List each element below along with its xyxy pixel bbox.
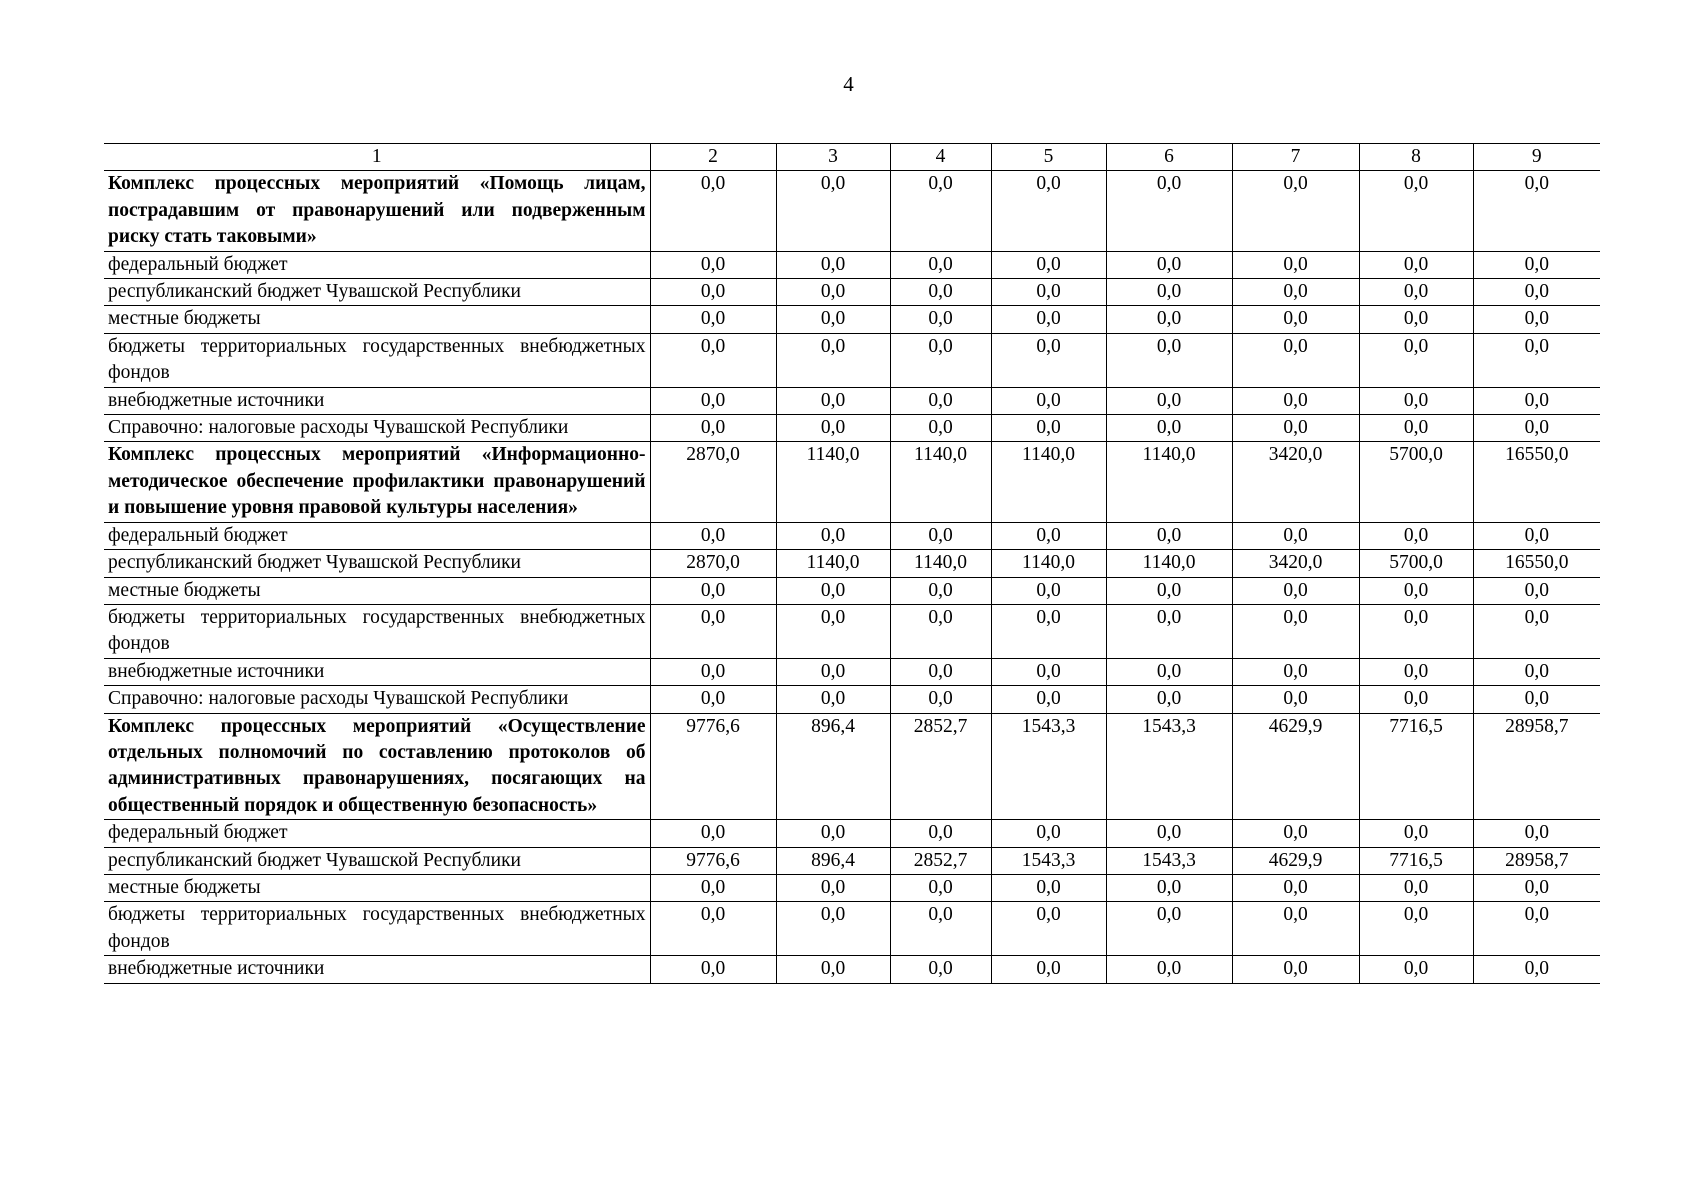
value-cell: 0,0 xyxy=(776,279,890,306)
value-cell: 0,0 xyxy=(1106,171,1232,251)
budget-source-cell: внебюджетные источники xyxy=(104,387,650,414)
value-cell: 0,0 xyxy=(1106,820,1232,847)
value-cell: 1140,0 xyxy=(1106,442,1232,522)
value-cell: 0,0 xyxy=(890,820,991,847)
value-cell: 0,0 xyxy=(650,306,776,333)
program-title-cell: Комплекс процессных мероприятий «Информационно-методическое обеспечение профилактики правонарушений и повышение уровня правовой культуры населения» xyxy=(104,442,650,522)
column-header: 9 xyxy=(1473,144,1600,171)
value-cell: 896,4 xyxy=(776,713,890,820)
value-cell: 0,0 xyxy=(1232,171,1359,251)
value-cell: 0,0 xyxy=(991,279,1106,306)
value-cell: 1140,0 xyxy=(776,550,890,577)
value-cell: 0,0 xyxy=(776,956,890,983)
value-cell: 0,0 xyxy=(1106,604,1232,658)
value-cell: 0,0 xyxy=(650,820,776,847)
value-cell: 0,0 xyxy=(890,522,991,549)
value-cell: 0,0 xyxy=(1232,820,1359,847)
value-cell: 0,0 xyxy=(1232,522,1359,549)
value-cell: 0,0 xyxy=(991,306,1106,333)
value-cell: 0,0 xyxy=(991,387,1106,414)
value-cell: 4629,9 xyxy=(1232,847,1359,874)
value-cell: 0,0 xyxy=(1473,171,1600,251)
column-header: 8 xyxy=(1359,144,1473,171)
value-cell: 0,0 xyxy=(890,387,991,414)
value-cell: 0,0 xyxy=(1106,522,1232,549)
value-cell: 0,0 xyxy=(776,902,890,956)
table-row xyxy=(104,279,1600,306)
value-cell: 0,0 xyxy=(1473,874,1600,901)
value-cell: 16550,0 xyxy=(1473,442,1600,522)
budget-source-cell: местные бюджеты xyxy=(104,577,650,604)
table-row xyxy=(104,522,1600,549)
value-cell: 0,0 xyxy=(776,171,890,251)
value-cell: 1543,3 xyxy=(1106,847,1232,874)
value-cell: 5700,0 xyxy=(1359,550,1473,577)
value-cell: 0,0 xyxy=(1106,902,1232,956)
value-cell: 0,0 xyxy=(1106,686,1232,713)
value-cell: 0,0 xyxy=(1106,279,1232,306)
program-title-cell: Комплекс процессных мероприятий «Осуществление отдельных полномочий по составлению протоколов об административных правонарушениях, посягающих на общественный порядок и общественную безопасность» xyxy=(104,713,650,820)
value-cell: 0,0 xyxy=(1232,658,1359,685)
value-cell: 0,0 xyxy=(1232,874,1359,901)
value-cell: 0,0 xyxy=(1232,686,1359,713)
value-cell: 0,0 xyxy=(991,415,1106,442)
value-cell: 1543,3 xyxy=(991,847,1106,874)
table-row xyxy=(104,577,1600,604)
value-cell: 0,0 xyxy=(1359,171,1473,251)
value-cell: 0,0 xyxy=(991,577,1106,604)
value-cell: 1140,0 xyxy=(890,550,991,577)
value-cell: 0,0 xyxy=(1232,577,1359,604)
value-cell: 0,0 xyxy=(650,251,776,278)
value-cell: 2870,0 xyxy=(650,442,776,522)
value-cell: 0,0 xyxy=(1473,902,1600,956)
table-row xyxy=(104,604,1600,658)
table-row xyxy=(104,333,1600,387)
value-cell: 0,0 xyxy=(776,415,890,442)
value-cell: 0,0 xyxy=(890,333,991,387)
value-cell: 0,0 xyxy=(890,956,991,983)
value-cell: 0,0 xyxy=(890,171,991,251)
value-cell: 0,0 xyxy=(1359,902,1473,956)
value-cell: 0,0 xyxy=(1232,333,1359,387)
budget-source-cell: федеральный бюджет xyxy=(104,522,650,549)
value-cell: 0,0 xyxy=(650,387,776,414)
value-cell: 0,0 xyxy=(890,604,991,658)
value-cell: 0,0 xyxy=(650,604,776,658)
value-cell: 1140,0 xyxy=(991,550,1106,577)
value-cell: 0,0 xyxy=(1232,306,1359,333)
value-cell: 0,0 xyxy=(776,577,890,604)
value-cell: 0,0 xyxy=(1106,956,1232,983)
value-cell: 0,0 xyxy=(890,902,991,956)
value-cell: 28958,7 xyxy=(1473,847,1600,874)
budget-source-cell: Справочно: налоговые расходы Чувашской Республики xyxy=(104,415,650,442)
value-cell: 0,0 xyxy=(1359,333,1473,387)
value-cell: 0,0 xyxy=(776,820,890,847)
table-row xyxy=(104,902,1600,956)
value-cell: 0,0 xyxy=(650,415,776,442)
value-cell: 0,0 xyxy=(991,658,1106,685)
value-cell: 1140,0 xyxy=(1106,550,1232,577)
value-cell: 0,0 xyxy=(776,251,890,278)
value-cell: 0,0 xyxy=(776,306,890,333)
value-cell: 0,0 xyxy=(776,658,890,685)
value-cell: 0,0 xyxy=(890,251,991,278)
value-cell: 0,0 xyxy=(890,306,991,333)
value-cell: 0,0 xyxy=(650,874,776,901)
value-cell: 2852,7 xyxy=(890,847,991,874)
table-row xyxy=(104,387,1600,414)
value-cell: 0,0 xyxy=(1106,387,1232,414)
value-cell: 0,0 xyxy=(890,279,991,306)
value-cell: 0,0 xyxy=(1106,658,1232,685)
column-header: 2 xyxy=(650,144,776,171)
value-cell: 3420,0 xyxy=(1232,550,1359,577)
value-cell: 9776,6 xyxy=(650,847,776,874)
table-header-row xyxy=(104,144,1600,171)
value-cell: 0,0 xyxy=(1359,522,1473,549)
value-cell: 1543,3 xyxy=(991,713,1106,820)
value-cell: 0,0 xyxy=(1473,820,1600,847)
table-row xyxy=(104,415,1600,442)
budget-source-cell: федеральный бюджет xyxy=(104,820,650,847)
value-cell: 0,0 xyxy=(776,686,890,713)
budget-source-cell: внебюджетные источники xyxy=(104,658,650,685)
value-cell: 0,0 xyxy=(1473,577,1600,604)
value-cell: 0,0 xyxy=(890,577,991,604)
value-cell: 0,0 xyxy=(991,820,1106,847)
column-header: 6 xyxy=(1106,144,1232,171)
value-cell: 0,0 xyxy=(1106,874,1232,901)
value-cell: 0,0 xyxy=(991,956,1106,983)
value-cell: 0,0 xyxy=(776,387,890,414)
value-cell: 0,0 xyxy=(890,415,991,442)
value-cell: 0,0 xyxy=(1359,279,1473,306)
table-row xyxy=(104,820,1600,847)
value-cell: 0,0 xyxy=(650,902,776,956)
value-cell: 0,0 xyxy=(1473,956,1600,983)
table-row xyxy=(104,658,1600,685)
value-cell: 0,0 xyxy=(650,522,776,549)
value-cell: 0,0 xyxy=(991,522,1106,549)
value-cell: 0,0 xyxy=(650,956,776,983)
value-cell: 0,0 xyxy=(1473,604,1600,658)
value-cell: 0,0 xyxy=(650,686,776,713)
value-cell: 0,0 xyxy=(1232,902,1359,956)
budget-source-cell: Справочно: налоговые расходы Чувашской Республики xyxy=(104,686,650,713)
value-cell: 0,0 xyxy=(1473,279,1600,306)
value-cell: 0,0 xyxy=(890,874,991,901)
value-cell: 0,0 xyxy=(650,658,776,685)
value-cell: 1140,0 xyxy=(776,442,890,522)
value-cell: 0,0 xyxy=(1473,686,1600,713)
value-cell: 0,0 xyxy=(1473,658,1600,685)
value-cell: 1140,0 xyxy=(890,442,991,522)
budget-source-cell: бюджеты территориальных государственных внебюджетных фондов xyxy=(104,333,650,387)
value-cell: 0,0 xyxy=(1106,251,1232,278)
value-cell: 0,0 xyxy=(1359,251,1473,278)
table-row xyxy=(104,686,1600,713)
value-cell: 0,0 xyxy=(991,604,1106,658)
value-cell: 9776,6 xyxy=(650,713,776,820)
budget-source-cell: внебюджетные источники xyxy=(104,956,650,983)
value-cell: 16550,0 xyxy=(1473,550,1600,577)
value-cell: 0,0 xyxy=(1359,387,1473,414)
value-cell: 0,0 xyxy=(650,333,776,387)
value-cell: 0,0 xyxy=(1232,604,1359,658)
value-cell: 5700,0 xyxy=(1359,442,1473,522)
value-cell: 0,0 xyxy=(1359,956,1473,983)
value-cell: 0,0 xyxy=(991,251,1106,278)
funding-table xyxy=(104,143,1600,984)
value-cell: 0,0 xyxy=(1473,522,1600,549)
value-cell: 0,0 xyxy=(776,522,890,549)
value-cell: 0,0 xyxy=(650,279,776,306)
table-row xyxy=(104,956,1600,983)
value-cell: 0,0 xyxy=(1359,658,1473,685)
table-row xyxy=(104,713,1600,820)
column-header: 3 xyxy=(776,144,890,171)
value-cell: 0,0 xyxy=(1359,820,1473,847)
value-cell: 0,0 xyxy=(1473,415,1600,442)
budget-source-cell: местные бюджеты xyxy=(104,306,650,333)
value-cell: 0,0 xyxy=(1359,306,1473,333)
value-cell: 0,0 xyxy=(1106,306,1232,333)
program-title-cell: Комплекс процессных мероприятий «Помощь лицам, пострадавшим от правонарушений или подверженным риску стать таковыми» xyxy=(104,171,650,251)
value-cell: 2870,0 xyxy=(650,550,776,577)
value-cell: 0,0 xyxy=(1473,251,1600,278)
value-cell: 0,0 xyxy=(1359,686,1473,713)
table-row xyxy=(104,874,1600,901)
value-cell: 0,0 xyxy=(1359,874,1473,901)
value-cell: 7716,5 xyxy=(1359,847,1473,874)
budget-source-cell: республиканский бюджет Чувашской Республики xyxy=(104,279,650,306)
column-header: 7 xyxy=(1232,144,1359,171)
value-cell: 2852,7 xyxy=(890,713,991,820)
value-cell: 0,0 xyxy=(991,874,1106,901)
value-cell: 0,0 xyxy=(1473,333,1600,387)
value-cell: 896,4 xyxy=(776,847,890,874)
column-header: 4 xyxy=(890,144,991,171)
budget-source-cell: федеральный бюджет xyxy=(104,251,650,278)
value-cell: 0,0 xyxy=(1359,604,1473,658)
value-cell: 0,0 xyxy=(1359,415,1473,442)
value-cell: 4629,9 xyxy=(1232,713,1359,820)
value-cell: 28958,7 xyxy=(1473,713,1600,820)
value-cell: 0,0 xyxy=(1232,387,1359,414)
budget-source-cell: бюджеты территориальных государственных внебюджетных фондов xyxy=(104,902,650,956)
value-cell: 7716,5 xyxy=(1359,713,1473,820)
table-row xyxy=(104,171,1600,251)
value-cell: 0,0 xyxy=(1106,577,1232,604)
value-cell: 0,0 xyxy=(776,333,890,387)
table-row xyxy=(104,251,1600,278)
budget-source-cell: бюджеты территориальных государственных внебюджетных фондов xyxy=(104,604,650,658)
value-cell: 0,0 xyxy=(1473,387,1600,414)
column-header: 1 xyxy=(104,144,650,171)
value-cell: 0,0 xyxy=(1106,415,1232,442)
table-row xyxy=(104,847,1600,874)
budget-source-cell: местные бюджеты xyxy=(104,874,650,901)
value-cell: 0,0 xyxy=(991,333,1106,387)
value-cell: 0,0 xyxy=(650,577,776,604)
value-cell: 3420,0 xyxy=(1232,442,1359,522)
value-cell: 0,0 xyxy=(890,658,991,685)
budget-source-cell: республиканский бюджет Чувашской Республики xyxy=(104,550,650,577)
value-cell: 0,0 xyxy=(1359,577,1473,604)
value-cell: 0,0 xyxy=(991,686,1106,713)
value-cell: 0,0 xyxy=(890,686,991,713)
value-cell: 0,0 xyxy=(991,171,1106,251)
value-cell: 1543,3 xyxy=(1106,713,1232,820)
value-cell: 0,0 xyxy=(1232,956,1359,983)
table-row xyxy=(104,306,1600,333)
value-cell: 0,0 xyxy=(1232,279,1359,306)
value-cell: 0,0 xyxy=(991,902,1106,956)
value-cell: 1140,0 xyxy=(991,442,1106,522)
value-cell: 0,0 xyxy=(1473,306,1600,333)
value-cell: 0,0 xyxy=(1232,415,1359,442)
table-row xyxy=(104,550,1600,577)
page-number: 4 xyxy=(843,72,854,96)
value-cell: 0,0 xyxy=(1232,251,1359,278)
value-cell: 0,0 xyxy=(776,874,890,901)
value-cell: 0,0 xyxy=(1106,333,1232,387)
table-row xyxy=(104,442,1600,522)
value-cell: 0,0 xyxy=(776,604,890,658)
column-header: 5 xyxy=(991,144,1106,171)
budget-source-cell: республиканский бюджет Чувашской Республики xyxy=(104,847,650,874)
value-cell: 0,0 xyxy=(650,171,776,251)
